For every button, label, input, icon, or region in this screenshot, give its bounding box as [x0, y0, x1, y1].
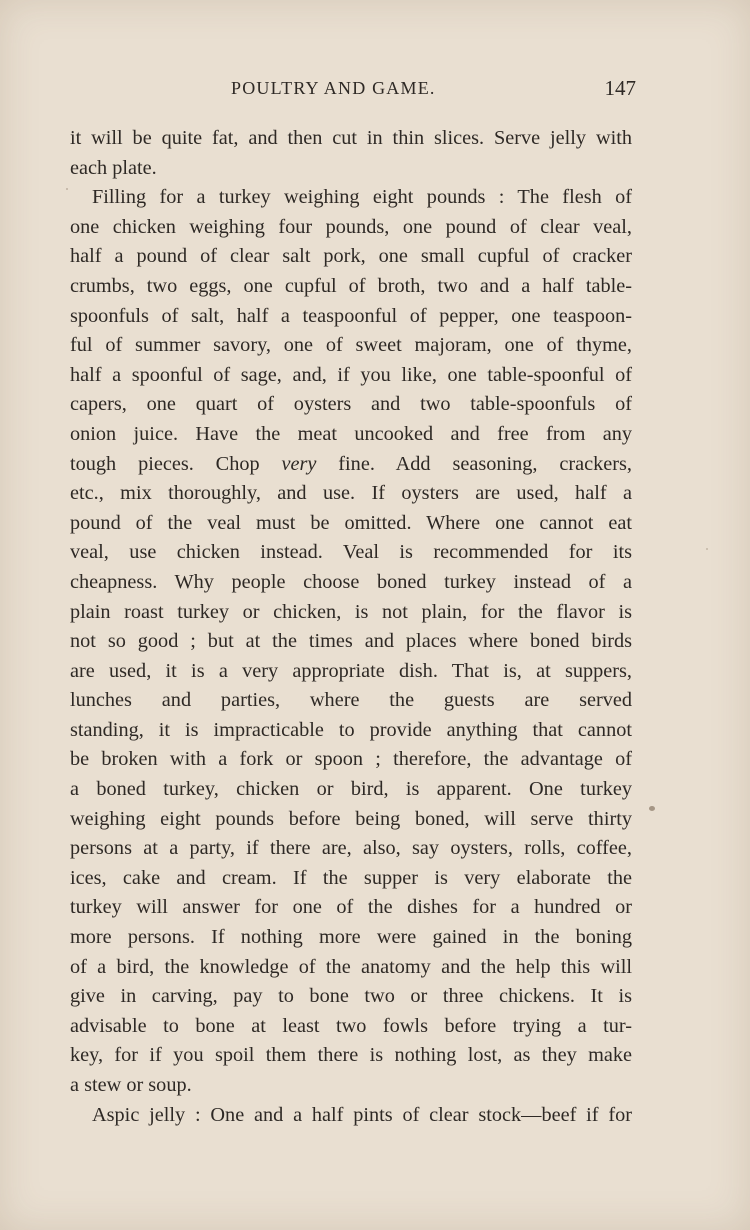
text-run: standing, it is impracticable to provide anything that cannot: [70, 718, 632, 741]
text-line: [70, 686, 632, 716]
text-line: [70, 479, 632, 509]
text-run: key, for if you spoil them there is nothing lost, as they make: [70, 1044, 632, 1067]
text-line: [70, 657, 632, 687]
text-line: [70, 124, 632, 154]
text-line: [70, 953, 632, 983]
text-run: lunches and parties, where the guests are served: [70, 689, 632, 712]
text-line: [70, 923, 632, 953]
text-run: pound of the veal must be omitted. Where one cannot eat: [70, 511, 632, 534]
text-run: one chicken weighing four pounds, one pound of clear veal,: [70, 215, 632, 238]
text-line: [70, 834, 632, 864]
text-line: [70, 716, 632, 746]
text-run: are used, it is a very appropriate dish. That is, at suppers,: [70, 659, 632, 682]
text-run: be broken with a fork or spoon ; therefore, the advantage of: [70, 748, 632, 771]
text-line: [70, 1101, 632, 1131]
text-run: of a bird, the knowledge of the anatomy and the help this will: [70, 955, 632, 978]
text-run: half a pound of clear salt pork, one small cupful of cracker: [70, 245, 632, 268]
text-run: it will be quite fat, and then cut in thin slices. Serve jelly with: [70, 127, 632, 149]
text-run: ices, cake and cream. If the supper is very elaborate the: [70, 866, 632, 889]
text-line: [70, 450, 632, 480]
text-line: [70, 1071, 632, 1101]
text-line: [70, 568, 632, 598]
text-line: [70, 982, 632, 1012]
text-run: tough pieces. Chop: [70, 452, 282, 475]
text-line: [70, 745, 632, 775]
text-line: [70, 627, 632, 657]
text-line: [70, 864, 632, 894]
text-line: [70, 213, 632, 243]
running-head: [70, 74, 636, 102]
text-run: each plate.: [70, 156, 157, 179]
italic-word: very: [281, 452, 317, 475]
text-line: [70, 154, 632, 184]
paper-speck: [706, 548, 708, 550]
running-title: POULTRY AND GAME.: [231, 78, 436, 98]
paper-speck: [649, 806, 655, 811]
text-run: veal, use chicken instead. Veal is recommended for its: [70, 541, 632, 564]
text-run: more persons. If nothing more were gained in the boning: [70, 926, 632, 949]
text-run: half a spoonful of sage, and, if you like, one table-spoonful of: [70, 363, 632, 386]
paper-speck: [66, 188, 68, 190]
text-line: [70, 509, 632, 539]
text-run: capers, one quart of oysters and two table-spoonfuls of: [70, 393, 632, 416]
text-run: ful of summer savory, one of sweet majoram, one of thyme,: [70, 334, 632, 357]
page-number: 147: [604, 76, 636, 100]
text-run: cheapness. Why people choose boned turkey instead of a: [70, 570, 632, 593]
text-line: [70, 390, 632, 420]
text-line: [70, 538, 632, 568]
text-line: [70, 420, 632, 450]
text-run: fine. Add seasoning, crackers,: [316, 452, 632, 475]
text-line: [70, 361, 632, 391]
text-line: [70, 598, 632, 628]
text-run: turkey will answer for one of the dishes for a hundred or: [70, 896, 632, 919]
text-run: not so good ; but at the times and places where boned birds: [70, 630, 632, 653]
text-run: give in carving, pay to bone two or three chickens. It is: [70, 985, 632, 1008]
text-run: crumbs, two eggs, one cupful of broth, two and a half table-: [70, 274, 632, 297]
body-text: [70, 124, 632, 1130]
text-run: Aspic jelly : One and a half pints of clear stock—beef if for: [92, 1103, 632, 1126]
text-line: [70, 183, 632, 213]
text-line: [70, 331, 632, 361]
text-run: weighing eight pounds before being boned, will serve thirty: [70, 807, 632, 830]
text-run: plain roast turkey or chicken, is not plain, for the flavor is: [70, 600, 632, 623]
text-line: [70, 805, 632, 835]
text-run: persons at a party, if there are, also, say oysters, rolls, coffee,: [70, 837, 632, 860]
text-run: Filling for a turkey weighing eight pounds : The flesh of: [92, 186, 632, 209]
text-run: etc., mix thoroughly, and use. If oysters are used, half a: [70, 482, 632, 505]
text-line: [70, 775, 632, 805]
text-line: [70, 242, 632, 272]
text-run: a boned turkey, chicken or bird, is apparent. One turkey: [70, 778, 632, 801]
text-line: [70, 302, 632, 332]
text-line: [70, 1041, 632, 1071]
text-run: onion juice. Have the meat uncooked and free from any: [70, 422, 632, 445]
text-run: advisable to bone at least two fowls before trying a tur-: [70, 1014, 632, 1037]
text-line: [70, 1012, 632, 1042]
text-line: [70, 272, 632, 302]
text-run: spoonfuls of salt, half a teaspoonful of pepper, one teaspoon-: [70, 304, 632, 327]
text-run: a stew or soup.: [70, 1074, 192, 1096]
text-line: [70, 893, 632, 923]
